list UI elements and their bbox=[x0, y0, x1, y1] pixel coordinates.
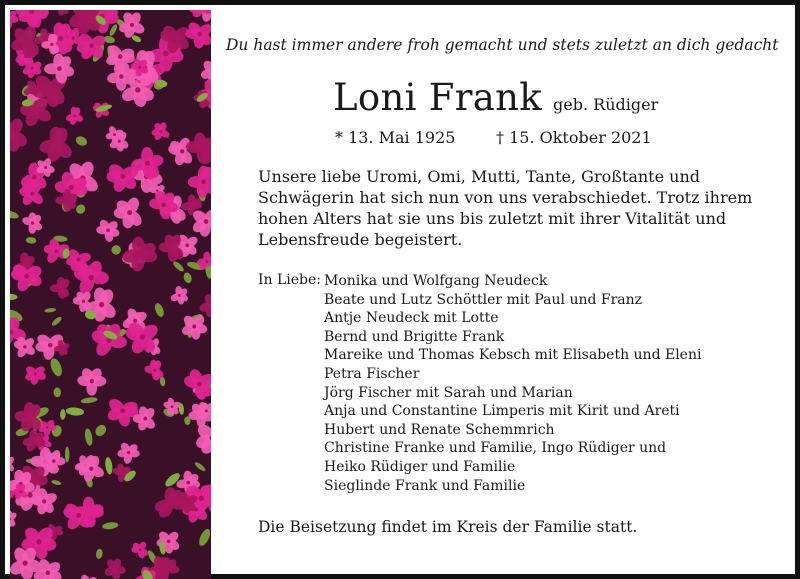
birth-date: * 13. Mai 1925 bbox=[335, 128, 456, 147]
in-love-label: In Liebe: bbox=[258, 272, 322, 288]
mourner: Jörg Fischer mit Sarah und Marian bbox=[324, 384, 573, 401]
mourners-list bbox=[324, 272, 701, 495]
intro-line: hohen Alters hat sie uns bis zuletzt mit ihrer Vitalität und bbox=[258, 209, 727, 228]
mourner: Monika und Wolfgang Neudeck bbox=[324, 273, 548, 289]
intro-line: Schwägerin hat sich nun von uns verabschiedet. Trotz ihrem bbox=[258, 188, 753, 207]
mourner: Anja und Constantine Limperis mit Kirit und Areti bbox=[324, 403, 680, 420]
mourner: Sieglinde Frank und Familie bbox=[324, 477, 526, 494]
mourner: Antje Neudeck mit Lotte bbox=[324, 310, 499, 327]
azalea-illustration bbox=[10, 10, 211, 579]
motto: Du hast immer andere froh gemacht und stets zuletzt an dich gedacht bbox=[226, 36, 779, 54]
mourner: Beate und Lutz Schöttler mit Paul und Franz bbox=[324, 291, 643, 308]
burial-note: Die Beisetzung findet im Kreis der Familie statt. bbox=[258, 518, 638, 536]
deceased-name: Loni Frank bbox=[333, 76, 542, 119]
obituary-text bbox=[211, 10, 800, 579]
maiden-name: geb. Rüdiger bbox=[553, 95, 659, 114]
intro-text bbox=[258, 166, 778, 250]
mourner: Petra Fischer bbox=[324, 365, 420, 382]
mourner: Bernd und Brigitte Frank bbox=[324, 328, 505, 345]
azalea-photo bbox=[10, 10, 211, 579]
mourner: Heiko Rüdiger und Familie bbox=[324, 458, 516, 475]
name-line bbox=[333, 76, 658, 119]
mourner: Mareike und Thomas Kebsch mit Elisabeth und Eleni bbox=[324, 347, 702, 364]
mourner: Hubert und Renate Schemmrich bbox=[324, 421, 555, 438]
intro-line: Unsere liebe Uromi, Omi, Mutti, Tante, Großtante und bbox=[258, 167, 701, 186]
intro-line: Lebensfreude begeistert. bbox=[258, 230, 463, 249]
mourner: Christine Franke und Familie, Ingo Rüdiger und bbox=[324, 440, 667, 457]
death-date: † 15. Oktober 2021 bbox=[496, 128, 652, 147]
